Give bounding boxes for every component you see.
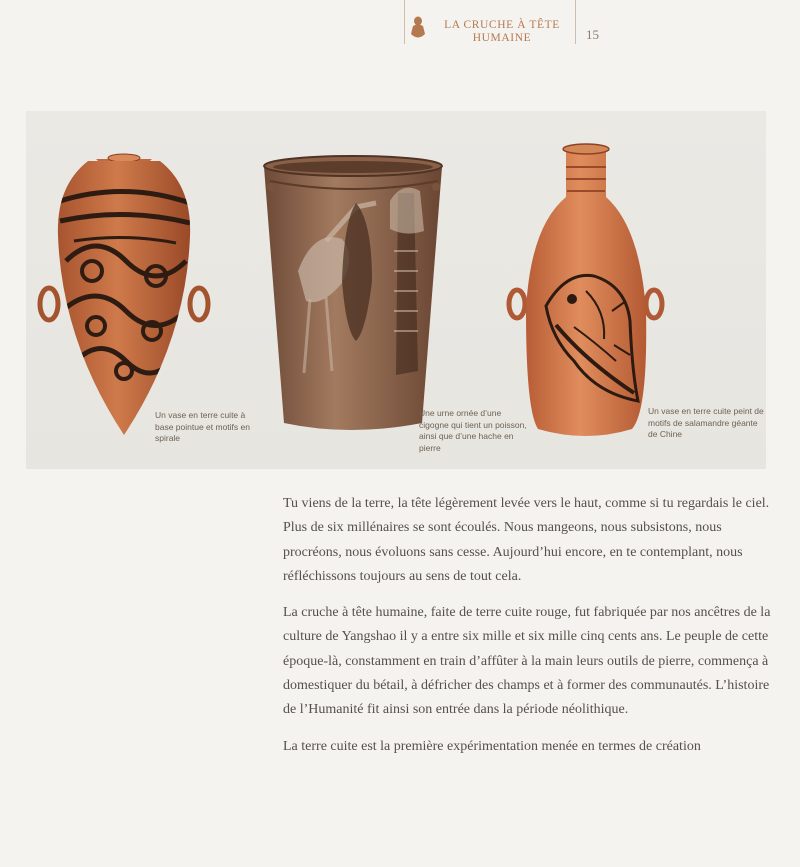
vase-salamander: [509, 144, 662, 436]
urn-stork-fish: [264, 156, 442, 430]
paragraph-3: La terre cuite est la première expérimentation menée en termes de création: [283, 738, 701, 754]
vase-spiral: [40, 154, 208, 435]
paragraph-2: La cruche à tête humaine, faite de terre cuite rouge, fut fabriquée par nos ancêtres de la culture de Yangshao il y a entre six mille et six mille cinq cents ans. Le peuple de cette époque-là, constamment en train d’affûter à la main leurs outils de pierre, commença à domestiquer du bétail, à défricher des champs et à former des communautés. L’histoire de l’Humanité fit ainsi son entrée dans la période néolithique.: [283, 605, 771, 718]
header-rule-left: [404, 0, 405, 44]
body-text: [283, 492, 773, 771]
caption-stork-urn: Une urne ornée d’une cigogne qui tient un poisson, ainsi que d’une hache en pierre: [419, 408, 527, 453]
caption-spiral-vase: Un vase en terre cuite à base pointue et motifs en spirale: [155, 410, 250, 443]
running-header-line1: LA CRUCHE À TÊTE: [444, 19, 560, 31]
caption-salamander-vase: Un vase en terre cuite peint de motifs de salamandre géante de Chine: [648, 406, 764, 439]
human-head-jar-icon: [408, 14, 428, 40]
pottery-photo: [26, 111, 766, 469]
header-rule-right: [575, 0, 576, 44]
page-number: 15: [586, 27, 599, 42]
running-header-title: [433, 19, 571, 45]
running-header-line2: HUMAINE: [472, 32, 532, 44]
paragraph-1: Tu viens de la terre, la tête légèrement levée vers le haut, comme si tu regardais le ciel. Plus de six millénaires se sont écoulés. Nous mangeons, nous subsistons, nous procréons, nous évoluons sans cesse. Aujourd’hui encore, en te contemplant, nous réfléchissons toujours au sens de tout cela.: [283, 496, 770, 584]
